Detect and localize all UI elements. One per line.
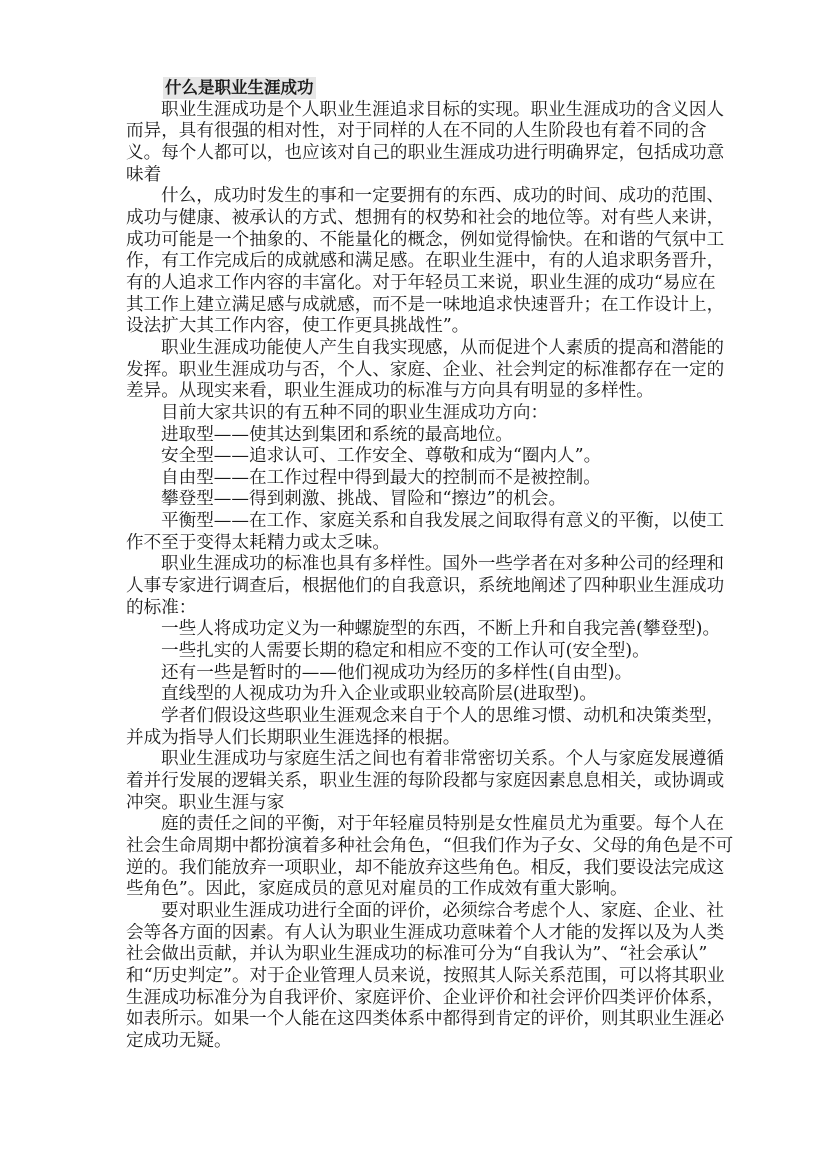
text-line: 冲突。职业生涯与家 [126,792,285,813]
text-line: 味着 [126,164,162,185]
text-line: 一些扎实的人需要长期的稳定和相应不变的工作认可(安全型)。 [161,641,650,662]
text-line: 如表所示。如果一个人能在这四类体系中都得到肯定的评价，则其职业生涯必 [126,1009,725,1030]
text-line: 成功可能是一个抽象的、不能量化的概念，例如觉得愉快。在和谐的气氛中工 [126,229,725,250]
paragraph [126,446,706,468]
text-line: 自由型——在工作过程中得到最大的控制而不是被控制。 [161,467,601,488]
text-line: 平衡型——在工作、家庭关系和自我发展之间取得有意义的平衡，以使工 [161,511,725,532]
paragraph [126,99,725,187]
text-line: 着并行发展的逻辑关系，职业生涯的每阶段都与家庭因素息息相关，或协调或 [126,771,725,791]
title-row [126,77,706,100]
paragraph [126,468,706,490]
paragraph [126,684,706,706]
document-page [126,77,734,1053]
text-line: 社会生命周期中都扮演着多种社会角色，“但我们作为子女、父母的角色是不可 [126,835,734,856]
paragraph [126,511,725,554]
text-line: 成功与健康、被承认的方式、想拥有的权势和社会的地位等。对有些人来讲， [126,207,725,228]
text-line: 会等各方面的因素。有人认为职业生涯成功意味着个人才能的发挥以及为人类 [126,922,725,943]
paragraph [126,641,706,663]
paragraph [126,489,706,511]
text-line: 逆的。我们能放弃一项职业，却不能放弃这些角色。相反，我们要设法完成这 [126,857,725,878]
text-line: 什么，成功时发生的事和一定要拥有的东西、成功的时间、成功的范围、 [161,186,725,207]
text-line: 作，有工作完成后的成就感和满足感。在职业生涯中，有的人追求职务晋升， [126,251,725,272]
document-body [126,99,734,1053]
text-line: 其工作上建立满足感与成就感，而不是一味地追求快速晋升；在工作设计上， [126,294,725,315]
text-line: 攀登型——得到刺激、挑战、冒险和“擦边”的机会。 [161,489,567,510]
text-line: 直线型的人视成功为升入企业或职业较高阶层(进取型)。 [161,684,597,705]
text-line: 职业生涯成功的标准也具有多样性。国外一些学者在对多种公司的经理和 [161,554,725,575]
text-line: 而异，具有很强的相对性，对于同样的人在不同的人生阶段也有着不同的含 [126,121,707,142]
text-line: 并成为指导人们长期职业生涯选择的根据。 [126,727,461,748]
text-line: 差异。从现实来看，职业生涯成功的标准与方向具有明显的多样性。 [126,381,654,402]
paragraph [126,619,721,641]
text-line: 目前大家共识的有五种不同的职业生涯成功方向： [161,402,549,423]
text-line: 要对职业生涯成功进行全面的评价，必须综合考虑个人、家庭、企业、社 [161,900,725,921]
text-line: 生涯成功标准分为自我评价、家庭评价、企业评价和社会评价四类评价体系， [126,987,725,1008]
text-line: 一些人将成功定义为一种螺旋型的东西，不断上升和自我完善(攀登型)。 [161,619,721,640]
text-line: 职业生涯成功与家庭生活之间也有着非常密切关系。个人与家庭发展遵循 [161,749,725,770]
text-line: 作不至于变得太耗精力或太乏味。 [126,532,390,553]
text-line: 职业生涯成功能使人产生自我实现感，从而促进个人素质的提高和潜能的 [161,337,725,358]
text-line: 设法扩大其工作内容，使工作更具挑战性”。 [126,316,470,337]
text-line: 安全型——追求认可、工作安全、尊敬和成为“圈内人”。 [161,446,602,467]
text-line: 社会做出贡献，并认为职业生涯成功的标准可分为“自我认为”、“社会承认” [126,944,708,965]
text-line: 些角色”。因此，家庭成员的意见对雇员的工作成效有重大影响。 [126,879,628,900]
paragraph [126,554,725,619]
text-line: 发挥。职业生涯成功与否，个人、家庭、企业、社会判定的标准都存在一定的 [126,359,725,380]
page-title: 什么是职业生涯成功 [165,78,314,97]
text-line: 人事专家进行调查后，根据他们的自我意识，系统地阐述了四种职业生涯成功 [126,576,725,597]
text-line: 职业生涯成功是个人职业生涯追求目标的实现。职业生涯成功的含义因人 [161,99,725,120]
paragraph [126,186,725,338]
paragraph [126,749,725,814]
text-line: 庭的责任之间的平衡，对于年轻雇员特别是女性雇员尤为重要。每个人在 [161,814,725,835]
paragraph [126,706,725,749]
paragraph [126,663,706,685]
paragraph [126,403,706,425]
text-line: 学者们假设这些职业生涯观念来自于个人的思维习惯、动机和决策类型， [161,706,725,727]
paragraph [126,900,725,1053]
text-line: 有的人追求工作内容的丰富化。对于年轻员工来说，职业生涯的成功“易应在 [126,272,716,293]
text-line: 和“历史判定”。对于企业管理人员来说，按照其人际关系范围，可以将其职业 [126,965,725,986]
paragraph [126,814,734,901]
paragraph [126,425,706,447]
text-line: 还有一些是暂时的——他们视成功为经历的多样性(自由型)。 [161,662,633,683]
paragraph [126,337,725,403]
text-line: 进取型——使其达到集团和系统的最高地位。 [161,424,513,445]
text-line: 的标准： [126,597,197,618]
text-line: 定成功无疑。 [126,1030,232,1051]
text-line: 义。每个人都可以，也应该对自己的职业生涯成功进行明确界定，包括成功意 [126,142,725,163]
